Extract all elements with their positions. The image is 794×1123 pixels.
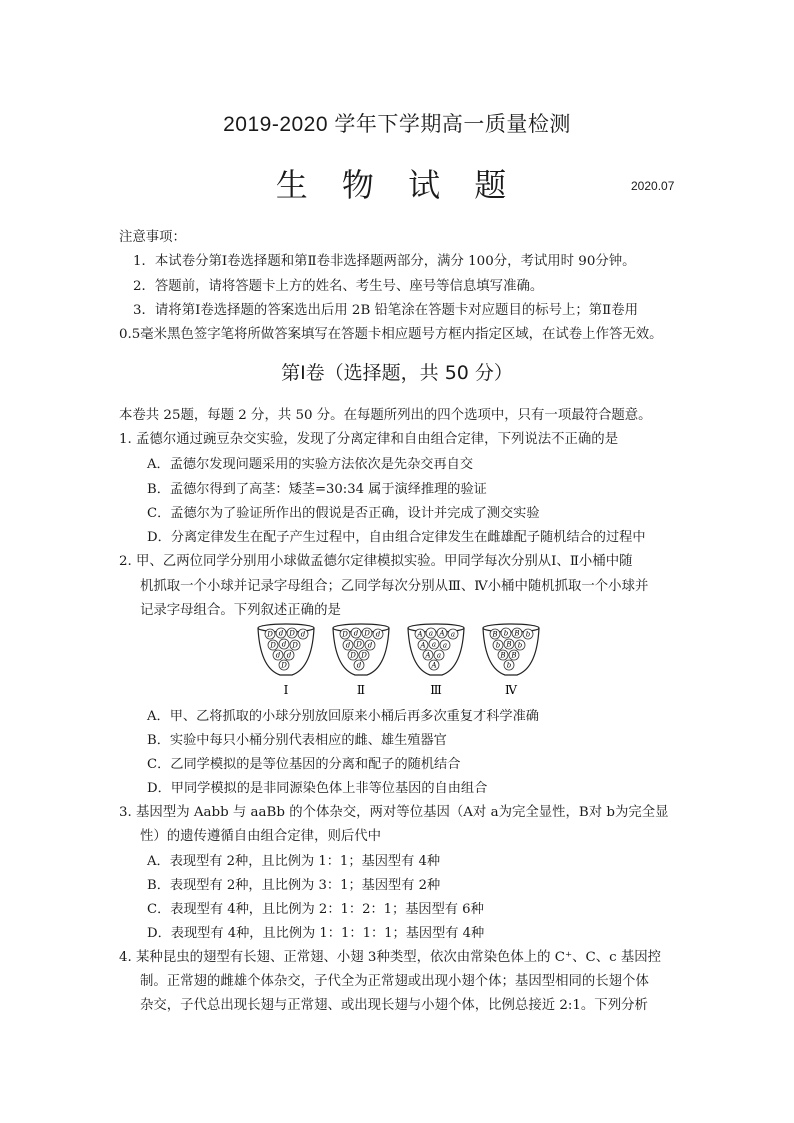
ball-label: A [417, 630, 423, 639]
subject-title: 生 物 试 题 [275, 166, 519, 204]
q4-stem-line-3: 杂交，子代总出现长翅与正常翅、或出现长翅与小翅个体，比例总接近 2:1。下列分析 [140, 998, 648, 1013]
q1-option-a: A．孟德尔发现问题采用的实验方法依次是先杂交再自交 [147, 457, 474, 472]
ball-label: b [495, 641, 501, 650]
ball-label: B [492, 630, 498, 639]
ball-label: b [506, 661, 512, 670]
ball-label: D [361, 651, 367, 660]
ball-label: d [353, 629, 359, 638]
buckets-svg [254, 620, 554, 700]
ball-label: A [439, 629, 445, 638]
exam-title: 2019-2020 学年下学期高一质量检测 [223, 113, 571, 136]
section-title: 第Ⅰ卷（选择题，共 50 分） [281, 362, 513, 384]
ball-label: a [428, 629, 434, 638]
bucket-label: Ⅳ [505, 683, 517, 697]
q3-option-c: C．表现型有 4种，且比例为 2：1：2：1；基因型有 6种 [147, 902, 484, 917]
q3-stem-line-1: 3. 基因型为 Aabb 与 aaBb 的个体杂交，两对等位基因（A对 a为完全显性，B对 b为完全显 [119, 805, 669, 820]
ball-label: a [436, 651, 442, 660]
bucket-label: Ⅱ [356, 683, 366, 697]
bucket-2 [333, 624, 389, 697]
notice-heading: 注意事项： [119, 230, 186, 245]
q1-stem: 1. 孟德尔通过豌豆杂交实验，发现了分离定律和自由组合定律，下列说法不正确的是 [119, 432, 619, 447]
ball-label: D [342, 630, 348, 639]
bucket-1 [258, 624, 314, 697]
ball-label: B [506, 640, 512, 649]
bucket-4 [483, 624, 539, 697]
q2-stem-line-3: 记录字母组合。下列叙述正确的是 [140, 603, 341, 618]
q2-option-d: D．甲同学模拟的是非同源染色体上非等位基因的自由组合 [147, 781, 488, 796]
q3-stem-line-2: 性）的遗传遵循自由组合定律，则后代中 [140, 829, 382, 844]
ball-label: D [270, 641, 276, 650]
ball-label: d [345, 641, 351, 650]
q4-stem-line-1: 4. 某种昆虫的翅型有长翅、正常翅、小翅 3种类型，依次由常染色体上的 C⁺、C、c 基因控 [119, 950, 662, 965]
ball-label: A [420, 641, 426, 650]
q2-stem-line-2: 机抓取一个小球并记录字母组合；乙同学每次分别从Ⅲ、Ⅳ小桶中随机抓取一个小球并 [140, 579, 649, 594]
q2-stem-line-1: 2. 甲、乙两位同学分别用小球做孟德尔定律模拟实验。甲同学每次分别从Ⅰ、Ⅱ小桶中随 [119, 554, 633, 569]
ball-label: b [503, 629, 509, 638]
ball-label: d [281, 640, 287, 649]
bucket-label: Ⅰ [283, 683, 289, 697]
ball-label: d [367, 641, 373, 650]
ball-label: D [289, 629, 295, 638]
ball-label: a [450, 630, 456, 639]
ball-label: A [425, 651, 431, 660]
notice-item-2: 2．答题前，请将答题卡上方的姓名、考生号、座号等信息填写准确。 [133, 279, 544, 294]
bucket-figure [254, 620, 554, 700]
ball-label: D [292, 641, 298, 650]
q3-option-b: B．表现型有 2种，且比例为 3：1；基因型有 2种 [147, 878, 441, 893]
ball-label: d [286, 651, 292, 660]
ball-label: B [514, 629, 520, 638]
ball-label: d [278, 629, 284, 638]
ball-label: A [431, 661, 437, 670]
notice-item-1: 1．本试卷分第Ⅰ卷选择题和第Ⅱ卷非选择题两部分，满分 100分，考试用时 90分钟。 [133, 254, 636, 269]
ball-label: D [267, 630, 273, 639]
ball-label: a [442, 641, 448, 650]
q4-stem-line-2: 制。正常翅的雌雄个体杂交，子代全为正常翅或出现小翅个体；基因型相同的长翅个体 [140, 974, 649, 989]
ball-label: B [511, 651, 517, 660]
q1-option-b: B．孟德尔得到了高茎：矮茎=30:34 属于演绎推理的验证 [147, 482, 487, 497]
bucket-3 [408, 624, 464, 697]
q3-option-a: A．表现型有 2种，且比例为 1：1；基因型有 4种 [147, 854, 441, 869]
q2-option-a: A．甲、乙将抓取的小球分别放回原来小桶后再多次重复才科学准确 [147, 709, 539, 724]
ball-label: D [281, 661, 287, 670]
ball-label: d [375, 630, 381, 639]
ball-label: b [517, 641, 523, 650]
q1-option-c: C．孟德尔为了验证所作出的假说是否正确，设计并完成了测交实验 [147, 506, 540, 521]
ball-label: d [356, 661, 362, 670]
notice-item-3-cont: 0.5毫米黑色签字笔将所做答案填写在答题卡相应题号方框内指定区域，在试卷上作答无效。 [119, 327, 663, 342]
ball-label: d [300, 630, 306, 639]
q2-option-b: B．实验中每只小桶分别代表相应的雌、雄生殖器官 [147, 733, 447, 748]
ball-label: D [350, 651, 356, 660]
ball-label: a [431, 640, 437, 649]
ball-label: B [500, 651, 506, 660]
ball-label: d [275, 651, 281, 660]
section-intro: 本卷共 25题，每题 2 分，共 50 分。在每题所列出的四个选项中，只有一项最符合题意。 [119, 408, 652, 423]
notice-item-3: 3．请将第Ⅰ卷选择题的答案选出后用 2B 铅笔涂在答题卡对应题目的标号上；第Ⅱ卷用 [133, 303, 639, 318]
ball-label: D [356, 640, 362, 649]
ball-label: D [364, 629, 370, 638]
exam-date: 2020.07 [631, 179, 675, 193]
q3-option-d: D．表现型有 4种，且比例为 1：1：1：1；基因型有 4种 [147, 926, 485, 941]
q1-option-d: D．分离定律发生在配子产生过程中，自由组合定律发生在雌雄配子随机结合的过程中 [147, 530, 646, 545]
ball-label: b [525, 630, 531, 639]
q2-option-c: C．乙同学模拟的是等位基因的分离和配子的随机结合 [147, 757, 461, 772]
bucket-label: Ⅲ [430, 683, 442, 697]
